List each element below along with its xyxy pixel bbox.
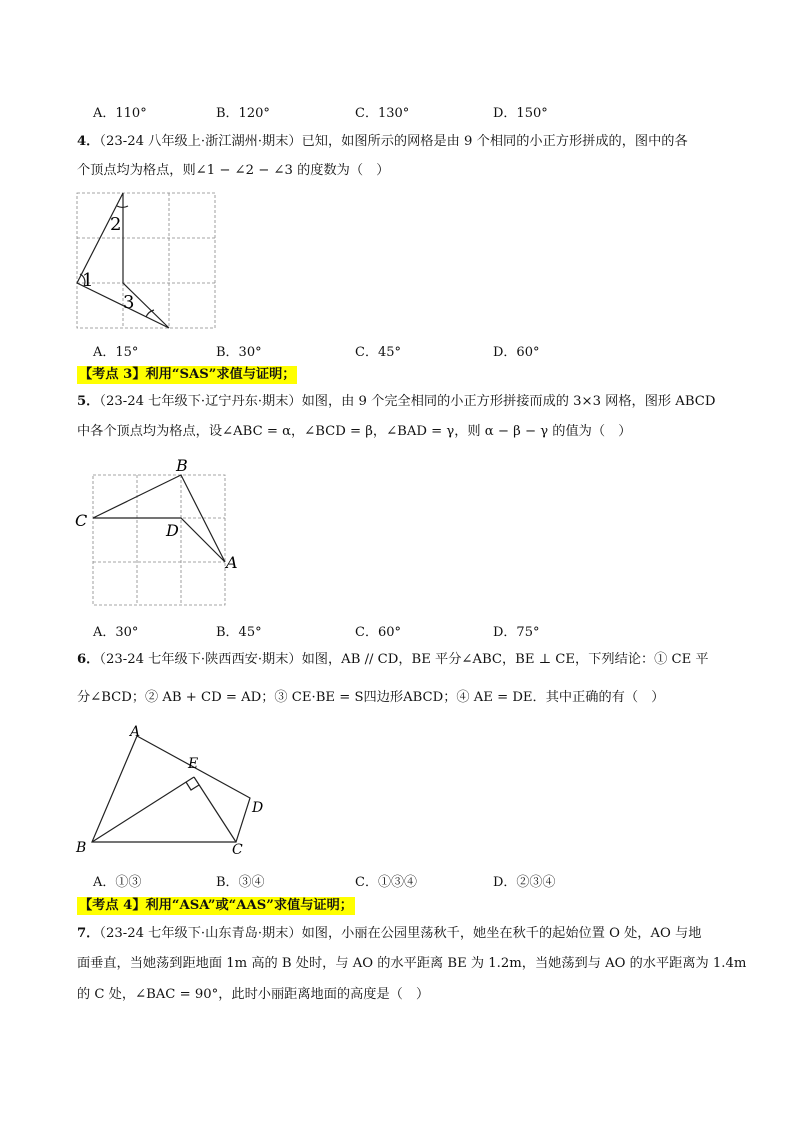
q5-label-a: A (226, 553, 238, 572)
q7-text-1: （23-24 七年级下·山东青岛·期末）如图，小丽在公园里荡秋千，她坐在秋千的起始位置 O 处，AO 与地 (99, 926, 702, 941)
q6-number: 6． (77, 652, 100, 667)
q7-line3: 的 C 处，∠BAC = 90°，此时小丽距离地面的高度是（ ） (77, 987, 430, 1002)
q4-text-1: （23-24 八年级上·浙江湖州·期末）已知，如图所示的网格是由 9 个相同的小正方形拼成的，图中的各 (99, 134, 688, 149)
q5-label-c: C (75, 511, 88, 530)
q5-option-c: C．60° (355, 625, 401, 640)
q6-option-a: A．①③ (93, 875, 142, 890)
q4-options (93, 341, 733, 359)
q6-label-d: D (252, 800, 264, 816)
q5-figure (70, 454, 240, 614)
q5-number: 5． (77, 394, 100, 409)
q4-option-b: B．30° (216, 345, 262, 360)
kaodian-3-heading: 【考点 3】利用“SAS”求值与证明； (79, 367, 296, 382)
q4-number: 4． (77, 134, 100, 149)
q6-line2: 分∠BCD；② AB + CD = AD；③ CE·BE = S四边形ABCD；④ AE = DE．其中正确的有（ ） (77, 690, 665, 705)
q5-shape (93, 475, 225, 562)
q4-line2: 个顶点均为格点，则∠1 − ∠2 − ∠3 的度数为（ ） (77, 163, 390, 178)
q6-text-1: （23-24 七年级下·陕西西安·期末）如图，AB // CD，BE 平分∠ABC，BE ⊥ CE，下列结论：① CE 平 (99, 652, 709, 667)
q6-figure (70, 720, 270, 860)
q4-grid (77, 193, 215, 328)
q5-option-b: B．45° (216, 625, 262, 640)
q6-label-b: B (76, 840, 87, 856)
q5-line1 (77, 393, 715, 411)
q6-option-c: C．①③④ (355, 875, 417, 890)
q4-option-c: C．45° (355, 345, 401, 360)
q5-text-1: （23-24 七年级下·辽宁丹东·期末）如图，由 9 个完全相同的小正方形拼接而成的 3×3 网格，图形 ABCD (99, 394, 716, 409)
q5-line2: 中各个顶点均为格点，设∠ABC = α，∠BCD = β，∠BAD = γ，则 α − β − γ 的值为（ ） (77, 424, 632, 439)
q7-line2: 面垂直，当她荡到距地面 1m 高的 B 处时，与 AO 的水平距离 BE 为 1.2m，当她荡到与 AO 的水平距离为 1.4m (77, 956, 747, 971)
q6-label-c: C (232, 842, 243, 858)
q5-options (93, 621, 733, 639)
q4-label-3: 3 (123, 292, 135, 313)
q4-option-a: A．15° (93, 345, 139, 360)
q6-option-d: D．②③④ (493, 875, 556, 890)
q6-line1 (77, 651, 709, 669)
q3-option-a: A．110° (93, 106, 147, 121)
kaodian-4-heading: 【考点 4】利用“ASA”或“AAS”求值与证明； (79, 898, 353, 913)
q4-label-1: 1 (82, 270, 94, 291)
q4-label-2: 2 (110, 214, 122, 235)
q5-label-b: B (176, 456, 188, 475)
q7-number: 7． (77, 926, 100, 941)
q6-shape (92, 736, 250, 842)
q3-options (93, 102, 733, 120)
q4-line1 (77, 133, 688, 151)
q5-label-d: D (166, 521, 179, 540)
q4-option-d: D．60° (493, 345, 540, 360)
q3-option-d: D．150° (493, 106, 548, 121)
q5-option-a: A．30° (93, 625, 139, 640)
q6-option-b: B．③④ (216, 875, 265, 890)
q5-grid (93, 475, 225, 605)
q7-line1 (77, 925, 701, 943)
q6-label-e: E (188, 756, 199, 772)
q6-options (93, 871, 733, 889)
q6-label-a: A (130, 724, 141, 740)
q4-figure (70, 186, 230, 336)
q3-option-c: C．130° (355, 106, 410, 121)
q3-option-b: B．120° (216, 106, 270, 121)
q5-option-d: D．75° (493, 625, 540, 640)
